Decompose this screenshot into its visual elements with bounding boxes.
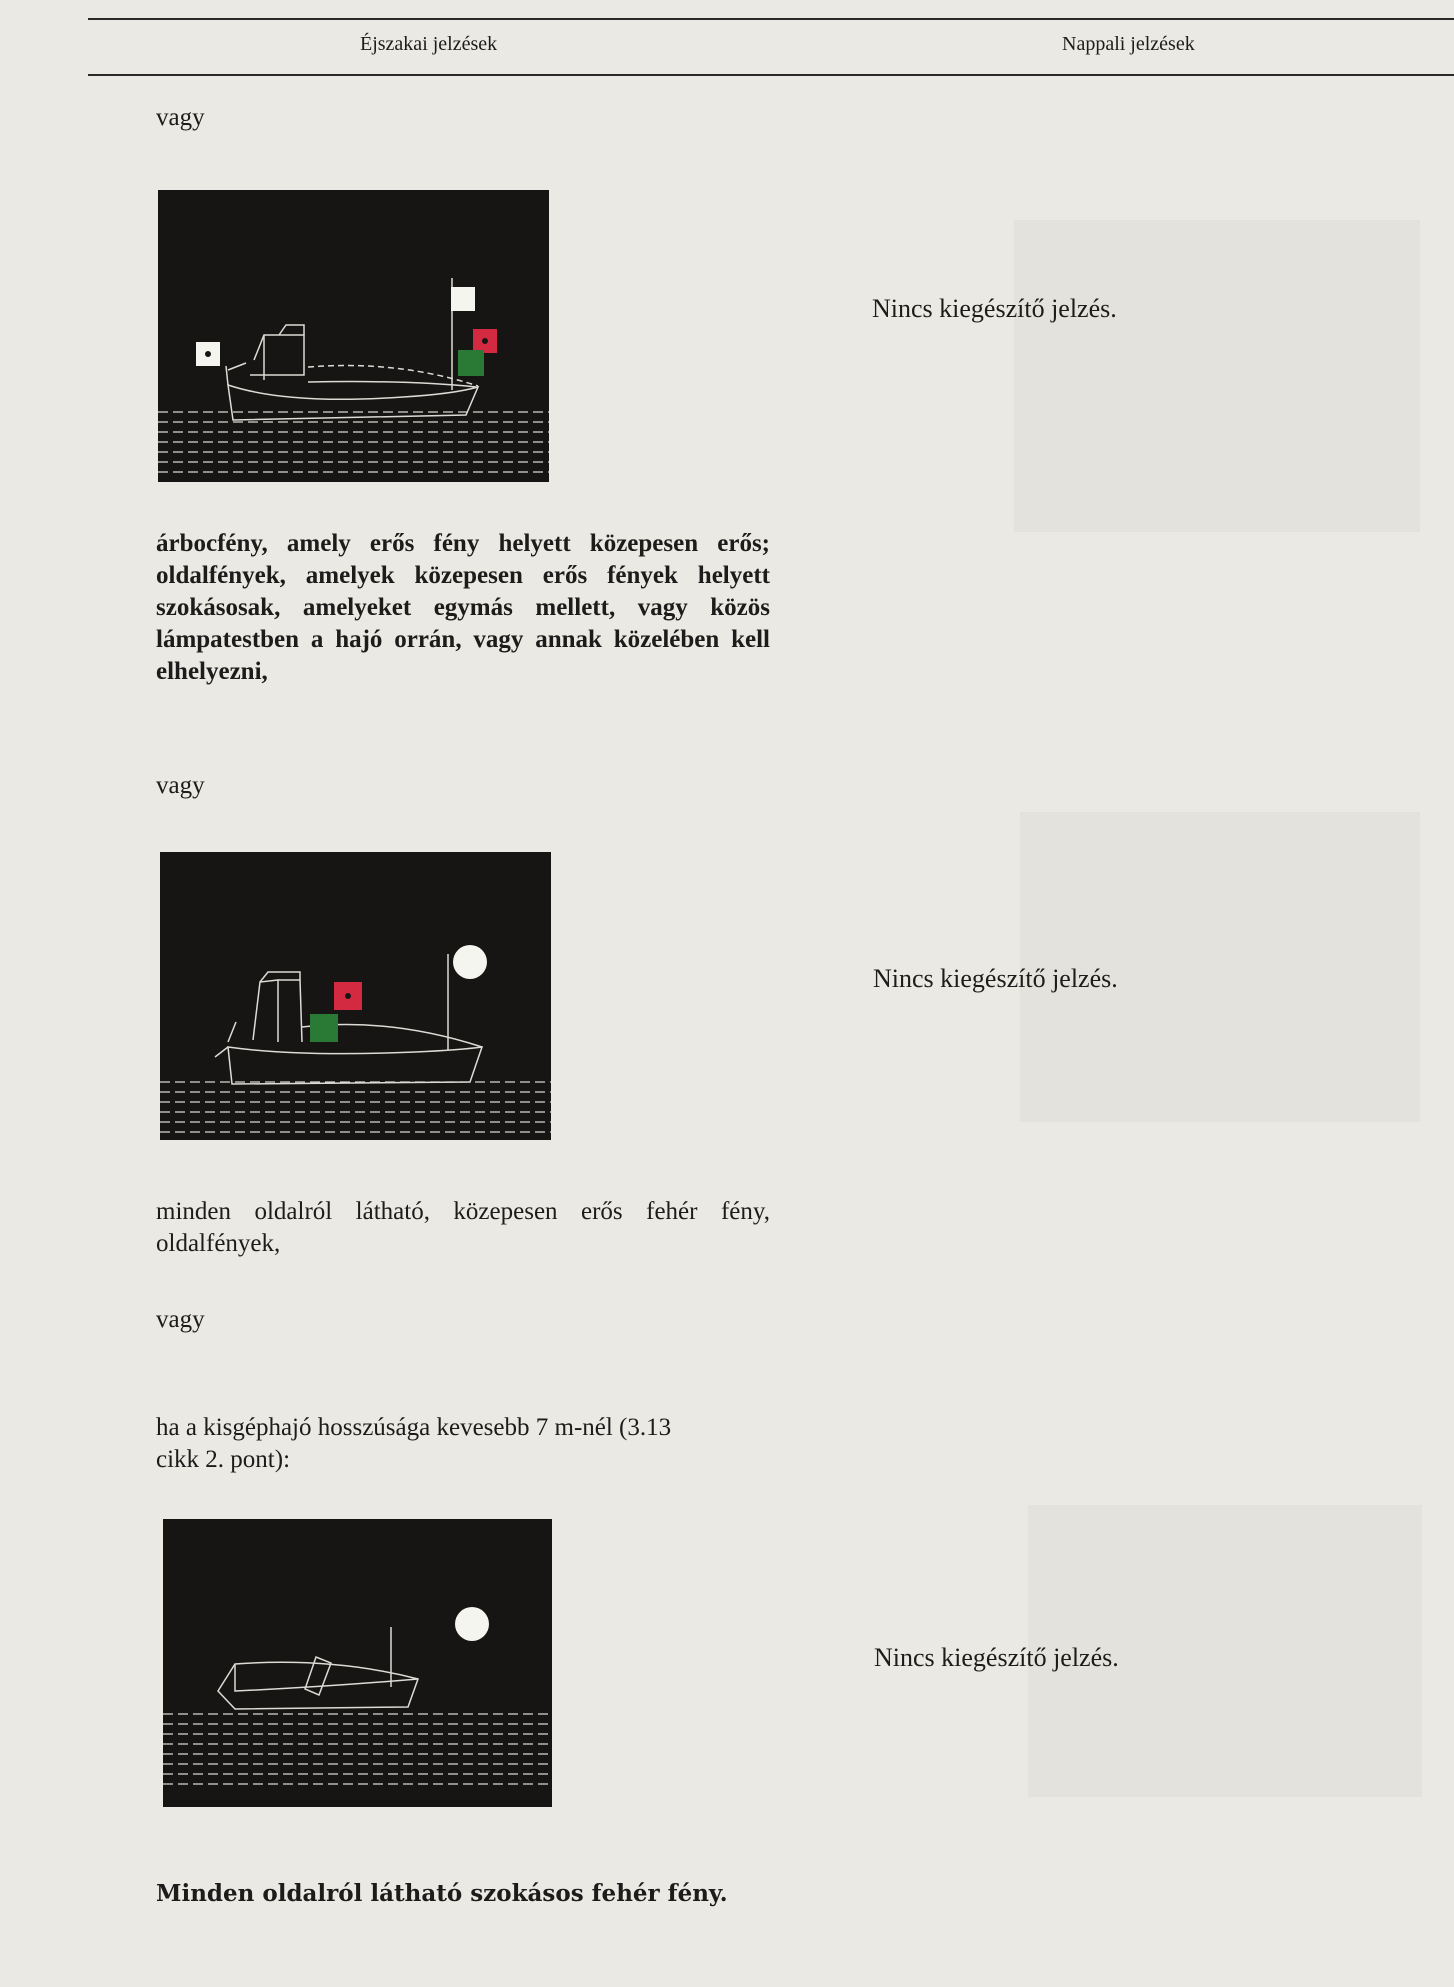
night-signal-illustration bbox=[160, 852, 551, 1140]
column-header-night: Éjszakai jelzések bbox=[360, 33, 498, 55]
or-label: vagy bbox=[156, 1306, 205, 1333]
no-extra-signal-note: Nincs kiegészítő jelzés. bbox=[874, 1643, 1119, 1672]
header-top-rule bbox=[88, 18, 1454, 20]
white-light-icon bbox=[453, 945, 487, 979]
or-label: vagy bbox=[156, 772, 205, 799]
white-light-icon bbox=[455, 1607, 489, 1641]
or-label: vagy bbox=[156, 104, 205, 131]
night-signal-illustration bbox=[158, 190, 549, 482]
no-extra-signal-note: Nincs kiegészítő jelzés. bbox=[872, 294, 1117, 323]
signal-description: árbocfény, amely erős fény helyett közepesen erős; oldalfények, amelyek közepesen erős fények helyett szokásosak, amelyeket egymás mellett, vagy közös lámpatestben a hajó orrán, vagy annak közelében kell elhelyezni, bbox=[156, 530, 770, 685]
white-light-icon bbox=[451, 287, 475, 311]
signal-description: Minden oldalról látható szokásos fehér fény. bbox=[156, 1880, 728, 1907]
no-extra-signal-note: Nincs kiegészítő jelzés. bbox=[873, 964, 1118, 993]
column-header-day: Nappali jelzések bbox=[1062, 33, 1195, 55]
header-bottom-rule bbox=[88, 74, 1454, 76]
green-light-icon bbox=[458, 350, 484, 376]
showthrough-block bbox=[1014, 220, 1420, 532]
condition-text: ha a kisgéphajó hosszúsága kevesebb 7 m-nél (3.13 cikk 2. pont): bbox=[156, 1414, 672, 1473]
night-signal-illustration bbox=[163, 1519, 552, 1807]
green-light-icon bbox=[310, 1014, 338, 1042]
signal-description: minden oldalról látható, közepesen erős fehér fény, oldalfények, bbox=[156, 1198, 770, 1257]
